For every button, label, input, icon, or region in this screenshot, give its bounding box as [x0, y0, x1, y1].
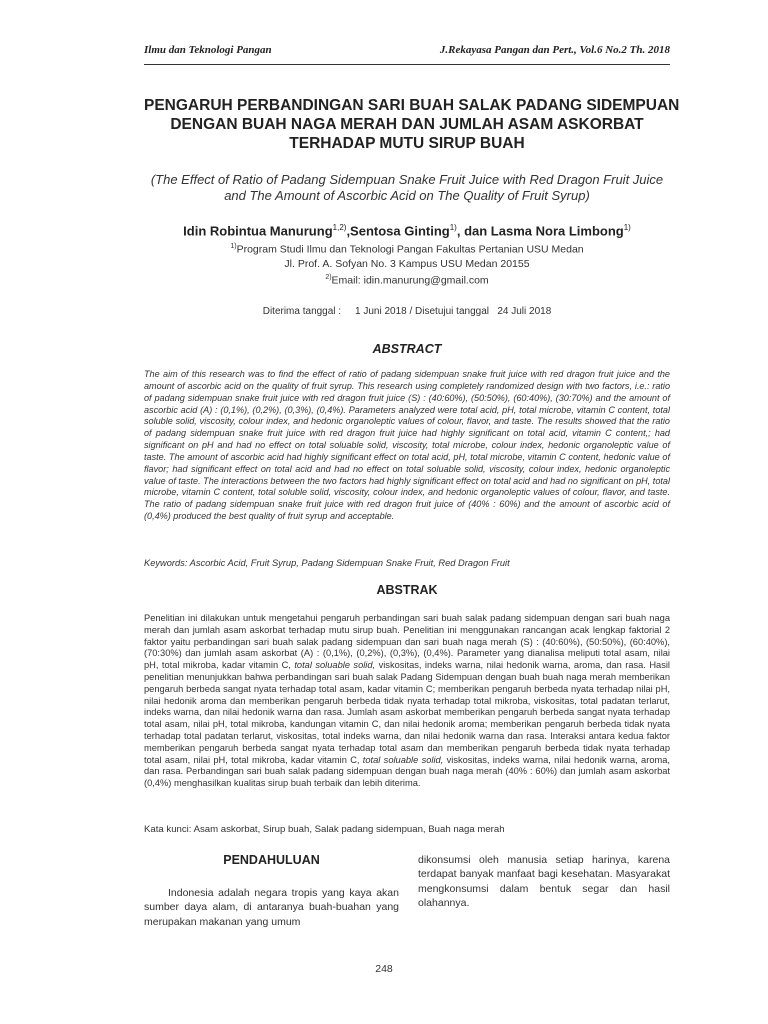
paper-title: [144, 96, 680, 153]
submission-dates: [144, 306, 670, 317]
affiliation-marker: 1): [230, 243, 237, 250]
author-affiliation-marker: 1): [449, 223, 457, 232]
abstrak-text: viskositas, indeks warna, nilai hedonik warna, aroma, dan rasa. Perbandingan sari buah salak padang sidempuan dengan buah naga merah (40% : 60%) dan jumlah asam askorbat (0,4%) menghasilkan kualitas sirup buah terbaik dan lebih diterima.: [144, 754, 670, 789]
journal-citation: J.Rekayasa Pangan dan Pert., Vol.6 No.2 Th. 2018: [439, 44, 670, 56]
journal-section: Ilmu dan Teknologi Pangan: [144, 44, 272, 56]
affiliation-marker: 2): [325, 273, 332, 281]
running-header: [144, 44, 670, 56]
abstrak-body: [144, 613, 670, 790]
page-number: 248: [375, 963, 393, 975]
author-affiliation-marker: 1,2): [332, 223, 347, 232]
author-name: Idin Robintua Manurung: [183, 223, 333, 239]
author-affiliation-marker: 1): [623, 223, 631, 232]
abstrak-keywords: Kata kunci: Asam askorbat, Sirup buah, Salak padang sidempuan, Buah naga merah: [144, 824, 505, 835]
subtitle-line: (The Effect of Ratio of Padang Sidempuan Snake Fruit Juice with Red Dragon Fruit Juice: [150, 172, 664, 187]
paper-english-title: [144, 172, 670, 204]
received-date: 1 Juni 2018: [355, 306, 407, 317]
approved-label: / Disetujui tanggal: [409, 306, 489, 317]
approved-date: 24 Juli 2018: [497, 306, 552, 317]
corresponding-email: Email: idin.manurung@gmail.com: [331, 274, 489, 286]
received-label: Diterima tanggal :: [262, 306, 342, 317]
abstract-keywords: Keywords: Ascorbic Acid, Fruit Syrup, Padang Sidempuan Snake Fruit, Red Dragon Fruit: [144, 558, 510, 568]
title-line: TERHADAP MUTU SIRUP BUAH: [289, 135, 525, 152]
affiliation-institution: Program Studi Ilmu dan Teknologi Pangan Fakultas Pertanian USU Medan: [236, 243, 584, 256]
affiliation-block: [144, 240, 670, 287]
title-line: PENGARUH PERBANDINGAN SARI BUAH SALAK PADANG SIDEMPUAN: [144, 97, 680, 114]
header-divider: [144, 64, 670, 65]
author-list: [144, 223, 670, 238]
abstract-body: The aim of this research was to find the effect of ratio of padang sidempuan snake fruit juice with red dragon fruit juice and the amount of ascorbic acid on the quality of fruit syrup. This research using completely randomized design with two factors, i.e.: ratio of padang sidempuan snake fruit juice with red dragon fruit juice (S) : (40:60%), (50:50%), (60:40%), (30:70%) and the amount of ascorbic acid (A) : (0,1%), (0,2%), (0,3%), (0,4%). Parameters analyzed were total acid, pH, total microbe, vitamin C content, total soluble solid, viscosity, colour index, and hedonic organoleptic values of colour, flavor, and taste. The results showed that the ratio of padang sidempuan snake fruit juice with red dragon fruit juice had highly significant on total acid, vitamin C content,; had significant on pH and had no effect on total soluable solid, viscosity, total microbe, colour index, hedonic organoleptic value of taste. The amount of ascorbic acid had highly significant effect on total acid, pH, total microbe, vitamin C content, hedonic value of flavor; had significant effect on total acid and had no effect on total soluable solid, viscosity, colour index, hedonic organoleptic value of taste. The interactions between the two factors had highly significant effect on total acid and had no significant on pH, total microbe, vitamin C content, total soluble solid, viscosity, colour index, and hedonic organoleptic values of colour, flavor, and taste. The ratio of padang sidempuan snake fruit juice with red dragon fruit juice of (40% : 60%) and the amount of ascorbic acid of (0,4%) produced the best quality of fruit syrup and acceptable.: [144, 369, 670, 522]
abstract-heading: ABSTRACT: [372, 342, 442, 356]
abstrak-heading: ABSTRAK: [376, 583, 438, 597]
introduction-right-column: dikonsumsi oleh manusia setiap harinya, karena terdapat banyak manfaat bagi kesehatan. Masyarakat mengkonsumsi dalam bentuk segar dan hasil olahannya.: [418, 854, 670, 910]
abstrak-text: viskositas, indeks warna, nilai hedonik warna, aroma, dan rasa. Hasil penelitian menunjukkan bahwa perbandingan sari buah salak Padang Sidempuan dengan buah buah naga merah memberikan pengaruh berbeda sangat nyata terhadap total asam, kadar vitamin C; memberikan pengaruh berbeda nyata terhadap nilai pH, nilai hedonik aroma dan memberikan pengaruh berbeda tidak nyata terhadap total mikroba, viskositas, total padatan terlarut, indeks warna, dan nilai hedonik warna dan rasa. Jumlah asam askorbat memberikan pengaruh berbeda sangat nyata terhadap total asam, nilai pH, total mikroba, kandungan vitamin C, dan nilai hedonik aroma; memberikan pengaruh berbeda tidak nyata terhadap total padatan terlarut, viskositas, total indeks warna, dan nilai hedonik warna dan rasa. Interaksi antara kedua faktor memberikan pengaruh berbeda sangat nyata terhadap total asam dan memberikan pengaruh berbeda tidak nyata terhadap total asam, nilai pH, total mikroba, kadar vitamin C,: [144, 660, 670, 765]
abstrak-text: Penelitian ini dilakukan untuk mengetahui pengaruh perbandingan sari buah salak padang sidempuan dengan sari buah naga merah dan jumlah asam askorbat terhadap mutu sirup buah. Penelitian ini menggunakan rancangan acak lengkap faktorial 2 faktor yaitu perbandingan sari buah salak padang sidempuan dan sari buah naga merah (S) : (40:60%), (50:50%), (60:40%), (70:30%) dan jumlah asam askorbat (A) : (0,1%), (0,2%), (0,3%), (0,4%). Parameter yang dianalisa meliputi total asam, nilai pH, total mikroba, kadar vitamin C,: [144, 613, 670, 671]
author-name: ,Sentosa Ginting: [346, 223, 450, 239]
subtitle-line: and The Amount of Ascorbic Acid on The Quality of Fruit Syrup): [224, 188, 590, 203]
introduction-heading: PENDAHULUAN: [223, 853, 320, 867]
abstrak-italic-term: total soluable solid,: [294, 660, 376, 671]
author-name: , dan Lasma Nora Limbong: [456, 223, 624, 239]
introduction-left-column: Indonesia adalah negara tropis yang kaya akan sumber daya alam, di antaranya buah-buahan yang merupakan makanan yang umum: [144, 887, 399, 928]
abstrak-italic-term: total soluable solid,: [362, 754, 444, 765]
affiliation-address: Jl. Prof. A. Sofyan No. 3 Kampus USU Medan 20155: [284, 257, 530, 270]
title-line: DENGAN BUAH NAGA MERAH DAN JUMLAH ASAM ASKORBAT: [170, 116, 644, 133]
